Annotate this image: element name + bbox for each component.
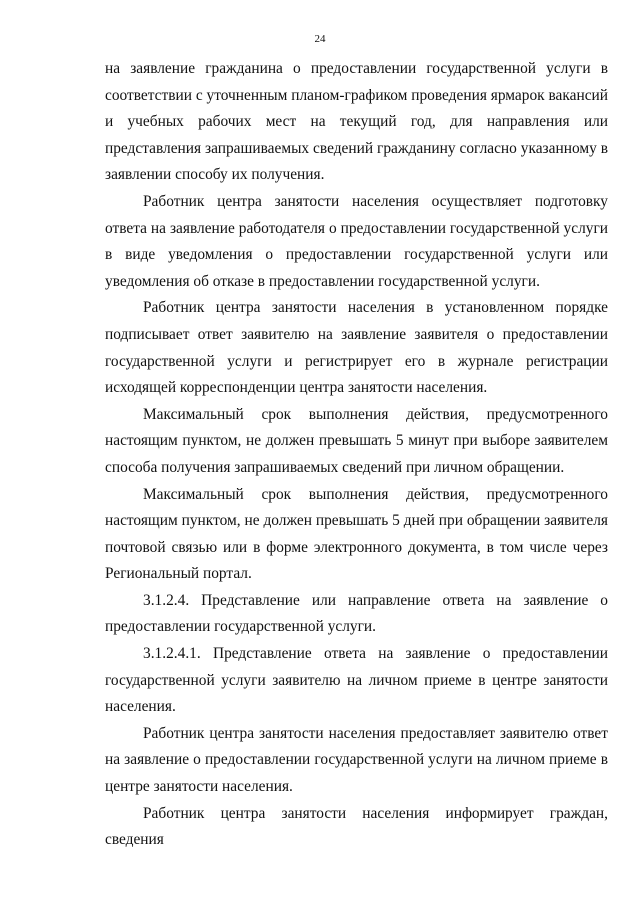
paragraph-continuation: на заявление гражданина о предоставлении государственной услуги в соответствии с уточненным планом-графиком проведения ярмарок вакансий и учебных рабочих мест на текущий год, для направления или представления запрашиваемых сведений гражданину согласно указанному в заявлении способу их получения. [105, 60, 608, 184]
section-heading-3-1-2-4: 3.1.2.4. Представление или направление ответа на заявление о предоставлении государственной услуги. [105, 591, 608, 636]
paragraph-answer-preparation: Работник центра занятости населения осуществляет подготовку ответа на заявление работодателя о предоставлении государственной услуги в виде уведомления о предоставлении государственной услуги или уведомления об отказе в предоставлении государственной услуги. [105, 192, 608, 290]
paragraph-max-time-personal: Максимальный срок выполнения действия, предусмотренного настоящим пунктом, не должен превышать 5 минут при выборе заявителем способа получения запрашиваемых сведений при личном обращении. [105, 405, 608, 476]
section-heading-3-1-2-4-1: 3.1.2.4.1. Представление ответа на заявление о предоставлении государственной услуги заявителю на личном приеме в центре занятости населения. [105, 645, 608, 716]
document-body [105, 56, 608, 854]
paragraph-answer-signing: Работник центра занятости населения в установленном порядке подписывает ответ заявителю на заявление заявителя о предоставлении государственной услуги и регистрирует его в журнале регистрации исходящей корреспонденции центра занятости населения. [105, 299, 608, 397]
paragraph-inform-citizens: Работник центра занятости населения информирует граждан, сведения [105, 804, 608, 849]
page-number: 24 [314, 33, 326, 45]
paragraph-answer-delivery: Работник центра занятости населения предоставляет заявителю ответ на заявление о предоставлении государственной услуги на личном приеме в центре занятости населения. [105, 724, 608, 796]
paragraph-max-time-postal: Максимальный срок выполнения действия, предусмотренного настоящим пунктом, не должен превышать 5 дней при обращении заявителя почтовой связью или в форме электронного документа, в том числе через Региональный портал. [105, 485, 608, 583]
